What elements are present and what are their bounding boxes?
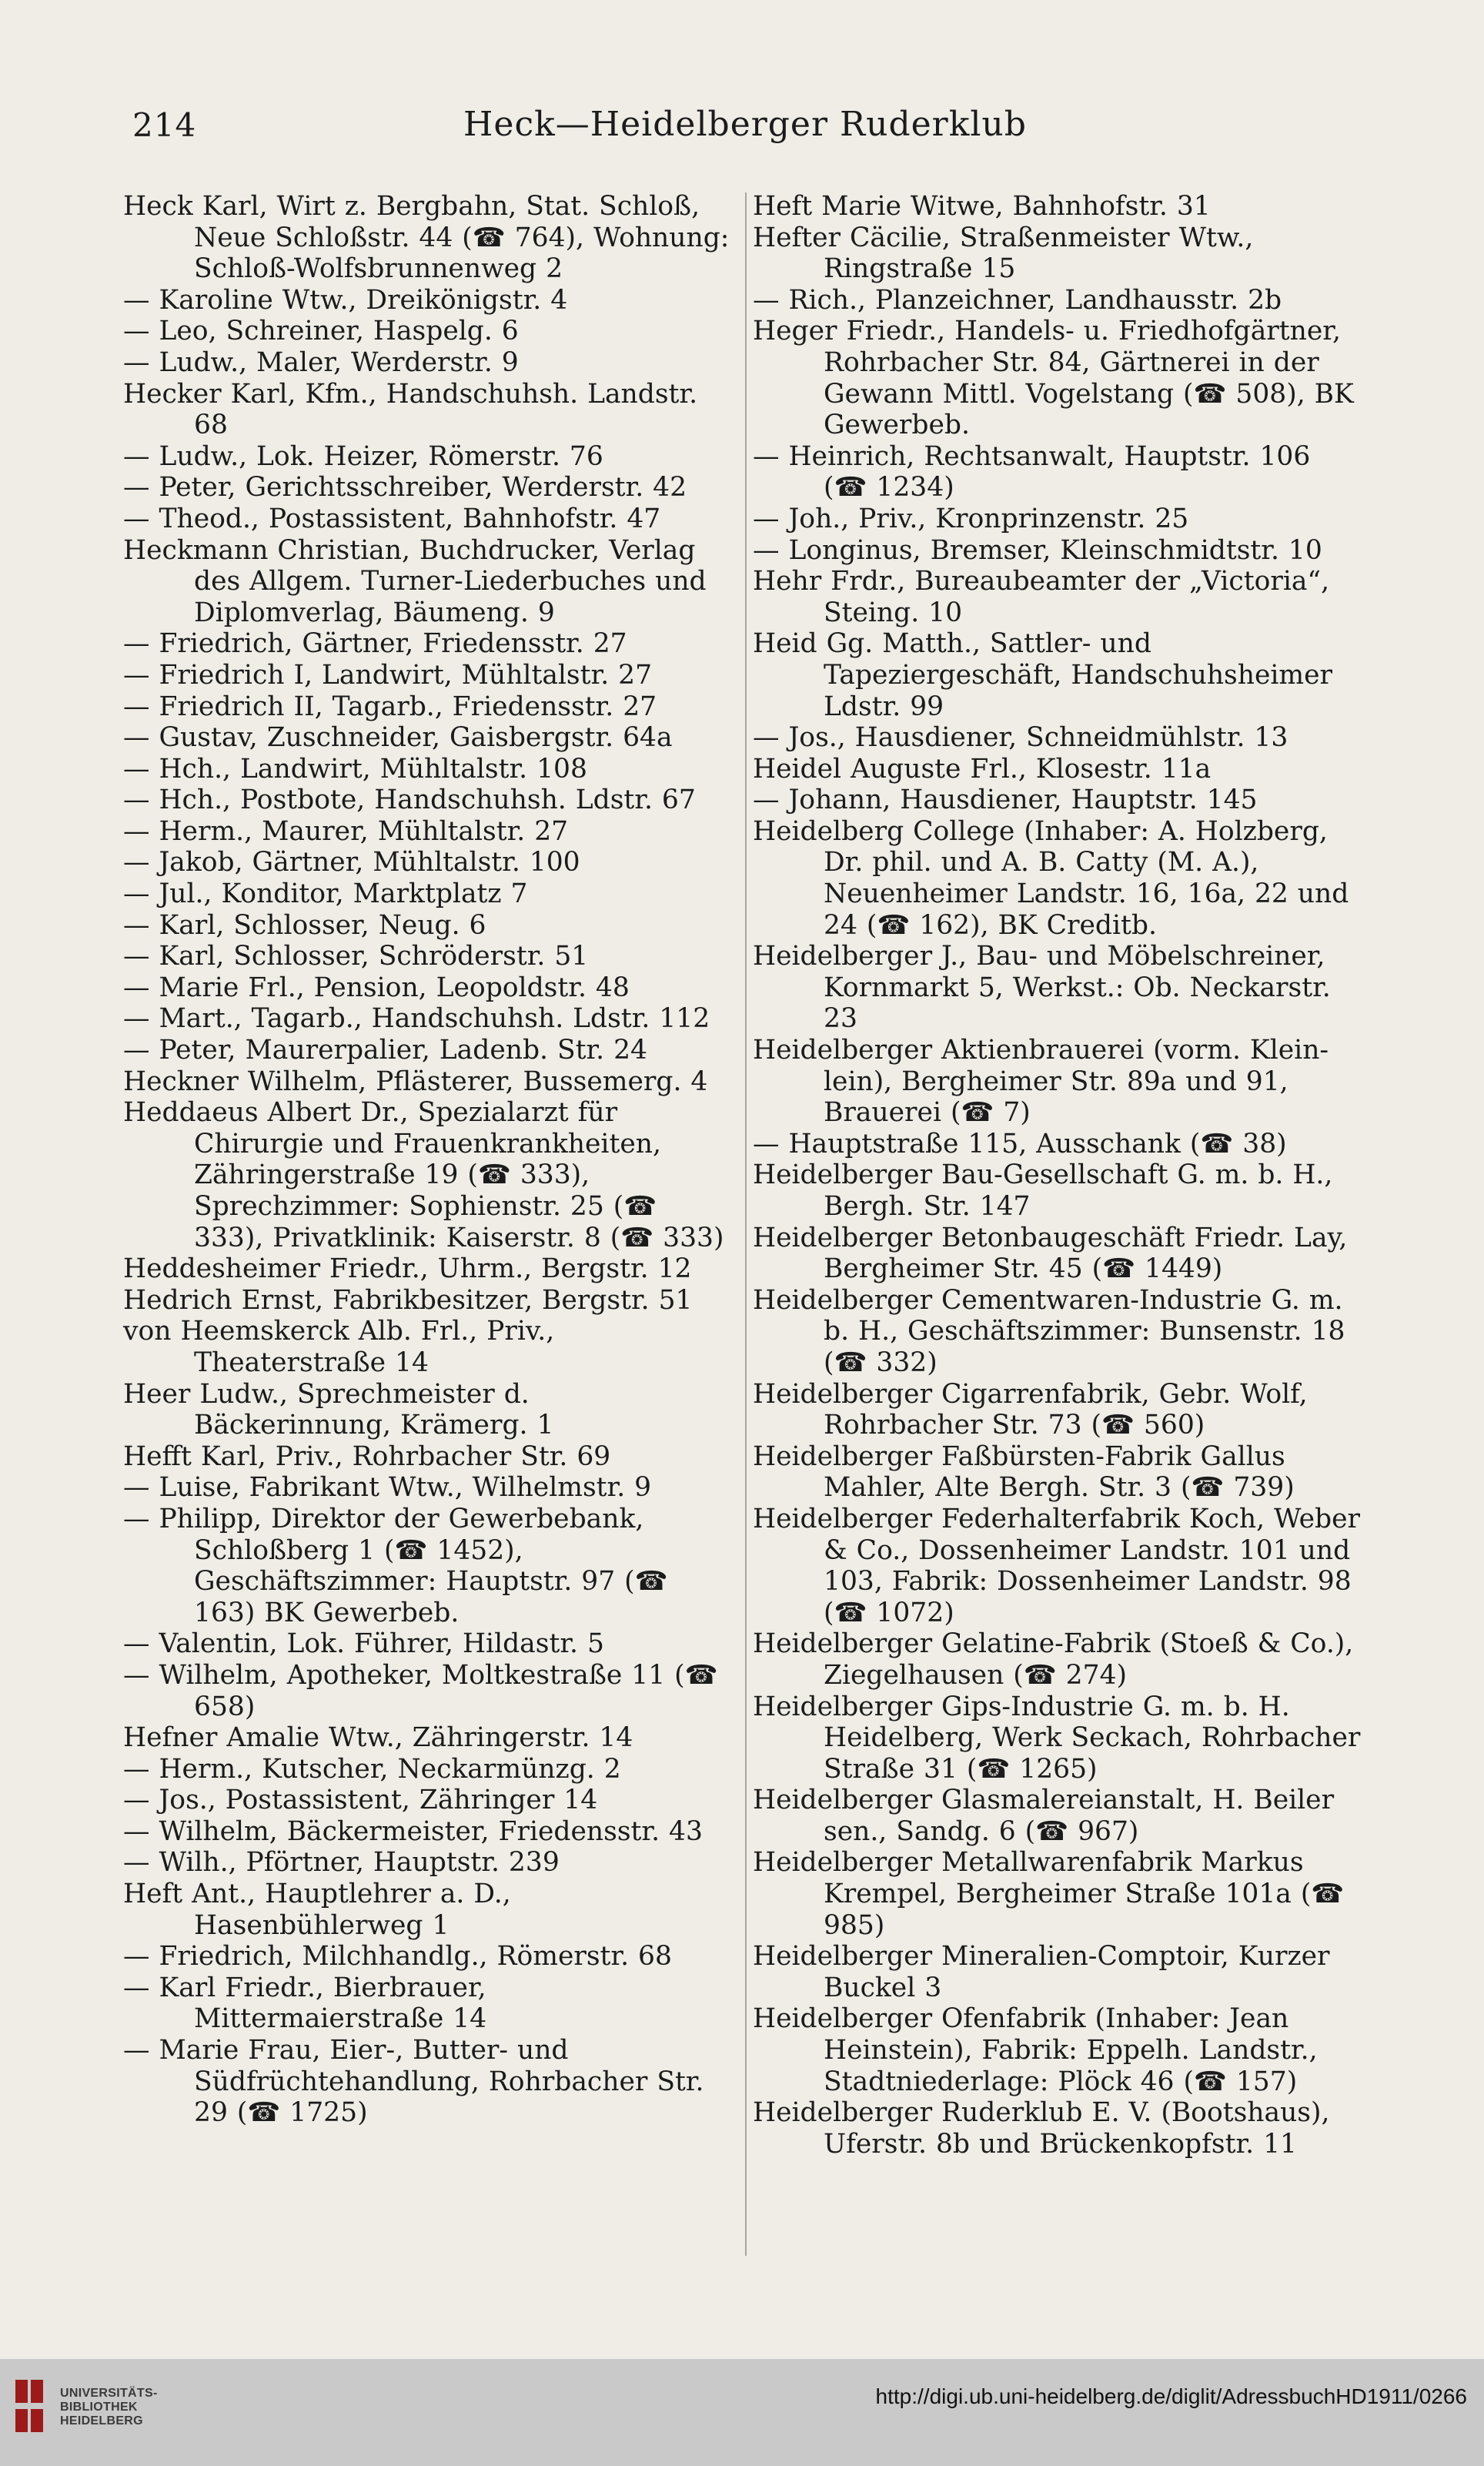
directory-entry: Heft Marie Witwe, Bahnhofstr. 31 — [753, 191, 1211, 222]
directory-entry: Heidelberger Cigarrenfabrik, Gebr. Wolf, Rohrbacher Str. 73 (☎ 560) — [753, 1378, 1308, 1441]
directory-entry: Heidelberg College (Inhaber: A. Holzberg, Dr. phil. und A. B. Catty (M. A.), Neuenheimer Landstr. 16, 16a, 22 und 24 (☎ 162), BK Creditb. — [753, 815, 1349, 941]
directory-entry: — Marie Frau, Eier-, Butter- und Südfrüchtehandlung, Rohrbacher Str. 29 (☎ 1725) — [123, 2035, 704, 2129]
directory-entry: Hecker Karl, Kfm., Handschuhsh. Landstr. 68 — [123, 378, 698, 441]
directory-entry: Heidelberger Gelatine-Fabrik (Stoeß & Co.), Ziegelhausen (☎ 274) — [753, 1628, 1354, 1691]
directory-entry: Heidelberger Federhalterfabrik Koch, Weber & Co., Dossenheimer Landstr. 101 und 103, Fabrik: Dossenheimer Landstr. 98 (☎ 1072) — [753, 1503, 1361, 1628]
directory-entry: — Friedrich, Gärtner, Friedensstr. 27 — [123, 628, 627, 660]
directory-entry: — Philipp, Direktor der Gewerbebank, Schloßberg 1 (☎ 1452), Geschäftszimmer: Hauptstr. 97 (☎ 163) BK Gewerbeb. — [123, 1503, 668, 1628]
directory-entry: — Friedrich II, Tagarb., Friedensstr. 27 — [123, 691, 657, 722]
logo-line: HEIDELBERG — [60, 2414, 143, 2428]
directory-entry: Heidelberger Ruderklub E. V. (Bootshaus), Uferstr. 8b und Brückenkopfstr. 11 — [753, 2097, 1330, 2160]
directory-entry: — Leo, Schreiner, Haspelg. 6 — [123, 316, 519, 347]
footer-bar — [0, 2359, 1484, 2466]
directory-entry: — Karl, Schlosser, Schröderstr. 51 — [123, 941, 589, 972]
directory-entry: — Gustav, Zuschneider, Gaisbergstr. 64a — [123, 722, 673, 754]
directory-entry: Heger Friedr., Handels- u. Friedhofgärtner, Rohrbacher Str. 84, Gärtnerei in der Gewann Mittl. Vogelstang (☎ 508), BK Gewerbeb. — [753, 316, 1354, 441]
column-right — [753, 191, 1361, 2160]
directory-entry: — Luise, Fabrikant Wtw., Wilhelmstr. 9 — [123, 1472, 652, 1504]
directory-entry: Heidel Auguste Frl., Klosestr. 11a — [753, 753, 1212, 785]
directory-entry: Hefter Cäcilie, Straßenmeister Wtw., Ringstraße 15 — [753, 222, 1254, 285]
directory-entry: — Wilhelm, Apotheker, Moltkestraße 11 (☎ 658) — [123, 1659, 718, 1722]
directory-entry: — Peter, Maurerpalier, Ladenb. Str. 24 — [123, 1035, 648, 1066]
directory-entry: — Wilh., Pförtner, Hauptstr. 239 — [123, 1847, 560, 1879]
directory-entry: Heidelberger Mineralien-Comptoir, Kurzer Buckel 3 — [753, 1941, 1330, 2003]
directory-entry: — Marie Frl., Pension, Leopoldstr. 48 — [123, 972, 630, 1003]
directory-entry: — Mart., Tagarb., Handschuhsh. Ldstr. 112 — [123, 1003, 710, 1035]
directory-entry: — Johann, Hausdiener, Hauptstr. 145 — [753, 785, 1258, 816]
directory-entry: Heidelberger J., Bau- und Möbelschreiner, Kornmarkt 5, Werkst.: Ob. Neckarstr. 23 — [753, 941, 1331, 1035]
directory-entry: Hehr Frdr., Bureaubeamter der „Victoria“, Steing. 10 — [753, 566, 1330, 628]
directory-entry: Heft Ant., Hauptlehrer a. D., Hasenbühlerweg 1 — [123, 1879, 511, 1941]
column-divider — [745, 192, 747, 2256]
directory-entry: Heidelberger Gips-Industrie G. m. b. H. Heidelberg, Werk Seckach, Rohrbacher Straße 31 (☎ 1265) — [753, 1691, 1361, 1785]
directory-entry: — Hch., Postbote, Handschuhsh. Ldstr. 67 — [123, 785, 696, 816]
directory-entry: — Friedrich, Milchhandlg., Römerstr. 68 — [123, 1941, 672, 1972]
directory-entry: — Joh., Priv., Kronprinzenstr. 25 — [753, 503, 1189, 534]
directory-entry: Heidelberger Metallwarenfabrik Markus Krempel, Bergheimer Straße 101a (☎ 985) — [753, 1847, 1345, 1941]
directory-entry: — Theod., Postassistent, Bahnhofstr. 47 — [123, 503, 661, 534]
directory-entry: Heidelberger Glasmalereianstalt, H. Beiler sen., Sandg. 6 (☎ 967) — [753, 1785, 1335, 1847]
directory-entry: — Herm., Kutscher, Neckarmünzg. 2 — [123, 1753, 621, 1785]
directory-entry: — Jakob, Gärtner, Mühltalstr. 100 — [123, 847, 580, 878]
directory-entry: — Wilhelm, Bäckermeister, Friedensstr. 43 — [123, 1815, 703, 1847]
directory-entry: Heidelberger Ofenfabrik (Inhaber: Jean Heinstein), Fabrik: Eppelh. Landstr., Stadtniederlage: Plöck 46 (☎ 157) — [753, 2003, 1318, 2097]
directory-entry: — Rich., Planzeichner, Landhausstr. 2b — [753, 284, 1282, 316]
logo-line: BIBLIOTHEK — [60, 2401, 138, 2414]
directory-entry: Hefner Amalie Wtw., Zähringerstr. 14 — [123, 1722, 633, 1754]
directory-entry: Heddaeus Albert Dr., Spezialarzt für Chirurgie und Frauenkrankheiten, Zähringerstraße 19 (☎ 333), Sprechzimmer: Sophienstr. 25 (☎ 333), Privatklinik: Kaiserstr. 8 (☎ 333) — [123, 1097, 724, 1253]
directory-entry: — Longinus, Bremser, Kleinschmidtstr. 10 — [753, 534, 1322, 566]
directory-entry: — Hch., Landwirt, Mühltalstr. 108 — [123, 753, 587, 785]
library-logo-text — [60, 2387, 158, 2428]
directory-entry: Heckner Wilhelm, Pflästerer, Bussemerg. 4 — [123, 1066, 708, 1097]
directory-entry: Heidelberger Faßbürsten-Fabrik Gallus Mahler, Alte Bergh. Str. 3 (☎ 739) — [753, 1440, 1295, 1504]
directory-entry: Heckmann Christian, Buchdrucker, Verlag des Allgem. Turner-Liederbuches und Diplomverlag, Bäumeng. 9 — [123, 534, 707, 628]
directory-entry: Heddesheimer Friedr., Uhrm., Bergstr. 12 — [123, 1253, 692, 1285]
column-left — [123, 191, 731, 2129]
directory-entry: Heidelberger Bau-Gesellschaft G. m. b. H., Bergh. Str. 147 — [753, 1159, 1333, 1222]
directory-entry: Heidelberger Aktienbrauerei (vorm. Klein-lein), Bergheimer Str. 89a und 91, Brauerei (☎ 7) — [753, 1035, 1329, 1129]
directory-entry: — Friedrich I, Landwirt, Mühltalstr. 27 — [123, 659, 653, 691]
directory-entry: von Heemskerck Alb. Frl., Priv., Theaterstraße 14 — [123, 1316, 555, 1378]
directory-entry: — Karl Friedr., Bierbrauer, Mittermaierstraße 14 — [123, 1972, 487, 2035]
directory-entry: — Ludw., Lok. Heizer, Römerstr. 76 — [123, 440, 603, 472]
directory-entry: Heck Karl, Wirt z. Bergbahn, Stat. Schloß, Neue Schloßstr. 44 (☎ 764), Wohnung: Schloß-Wolfsbrunnenweg 2 — [123, 191, 730, 285]
directory-entry: — Karoline Wtw., Dreikönigstr. 4 — [123, 284, 568, 316]
directory-entry: — Ludw., Maler, Werderstr. 9 — [123, 346, 519, 378]
source-url-link[interactable]: http://digi.ub.uni-heidelberg.de/diglit/AdressbuchHD1911/0266 — [875, 2384, 1467, 2408]
directory-entry: — Herm., Maurer, Mühltalstr. 27 — [123, 815, 569, 847]
directory-entry: Heidelberger Cementwaren-Industrie G. m. b. H., Geschäftszimmer: Bunsenstr. 18 (☎ 332) — [753, 1284, 1345, 1378]
directory-entry: Heid Gg. Matth., Sattler- und Tapeziergeschäft, Handschuhsheimer Ldstr. 99 — [753, 628, 1333, 722]
directory-entry: — Peter, Gerichtsschreiber, Werderstr. 42 — [123, 472, 687, 504]
directory-entry: — Jos., Hausdiener, Schneidmühlstr. 13 — [753, 722, 1288, 754]
page-number: 214 — [132, 106, 197, 144]
directory-entry: Hedrich Ernst, Fabrikbesitzer, Bergstr. 51 — [123, 1284, 693, 1316]
directory-entry: — Karl, Schlosser, Neug. 6 — [123, 909, 486, 941]
directory-entry: Heer Ludw., Sprechmeister d. Bäckerinnung, Krämerg. 1 — [123, 1378, 554, 1441]
directory-entry: Heidelberger Betonbaugeschäft Friedr. Lay, Bergheimer Str. 45 (☎ 1449) — [753, 1222, 1348, 1285]
directory-entry: Hefft Karl, Priv., Rohrbacher Str. 69 — [123, 1440, 611, 1472]
directory-entry: — Jul., Konditor, Marktplatz 7 — [123, 878, 528, 910]
logo-line: UNIVERSITÄTS- — [60, 2387, 158, 2400]
directory-entry: — Hauptstraße 115, Ausschank (☎ 38) — [753, 1128, 1287, 1159]
running-head: Heck—Heidelberger Ruderklub — [463, 105, 1027, 144]
page-header — [131, 99, 1359, 152]
directory-entry: — Valentin, Lok. Führer, Hildastr. 5 — [123, 1628, 604, 1660]
directory-entry: — Heinrich, Rechtsanwalt, Hauptstr. 106 (☎ 1234) — [753, 440, 1311, 504]
library-logo-icon — [14, 2375, 46, 2437]
directory-entry: — Jos., Postassistent, Zähringer 14 — [123, 1785, 598, 1816]
